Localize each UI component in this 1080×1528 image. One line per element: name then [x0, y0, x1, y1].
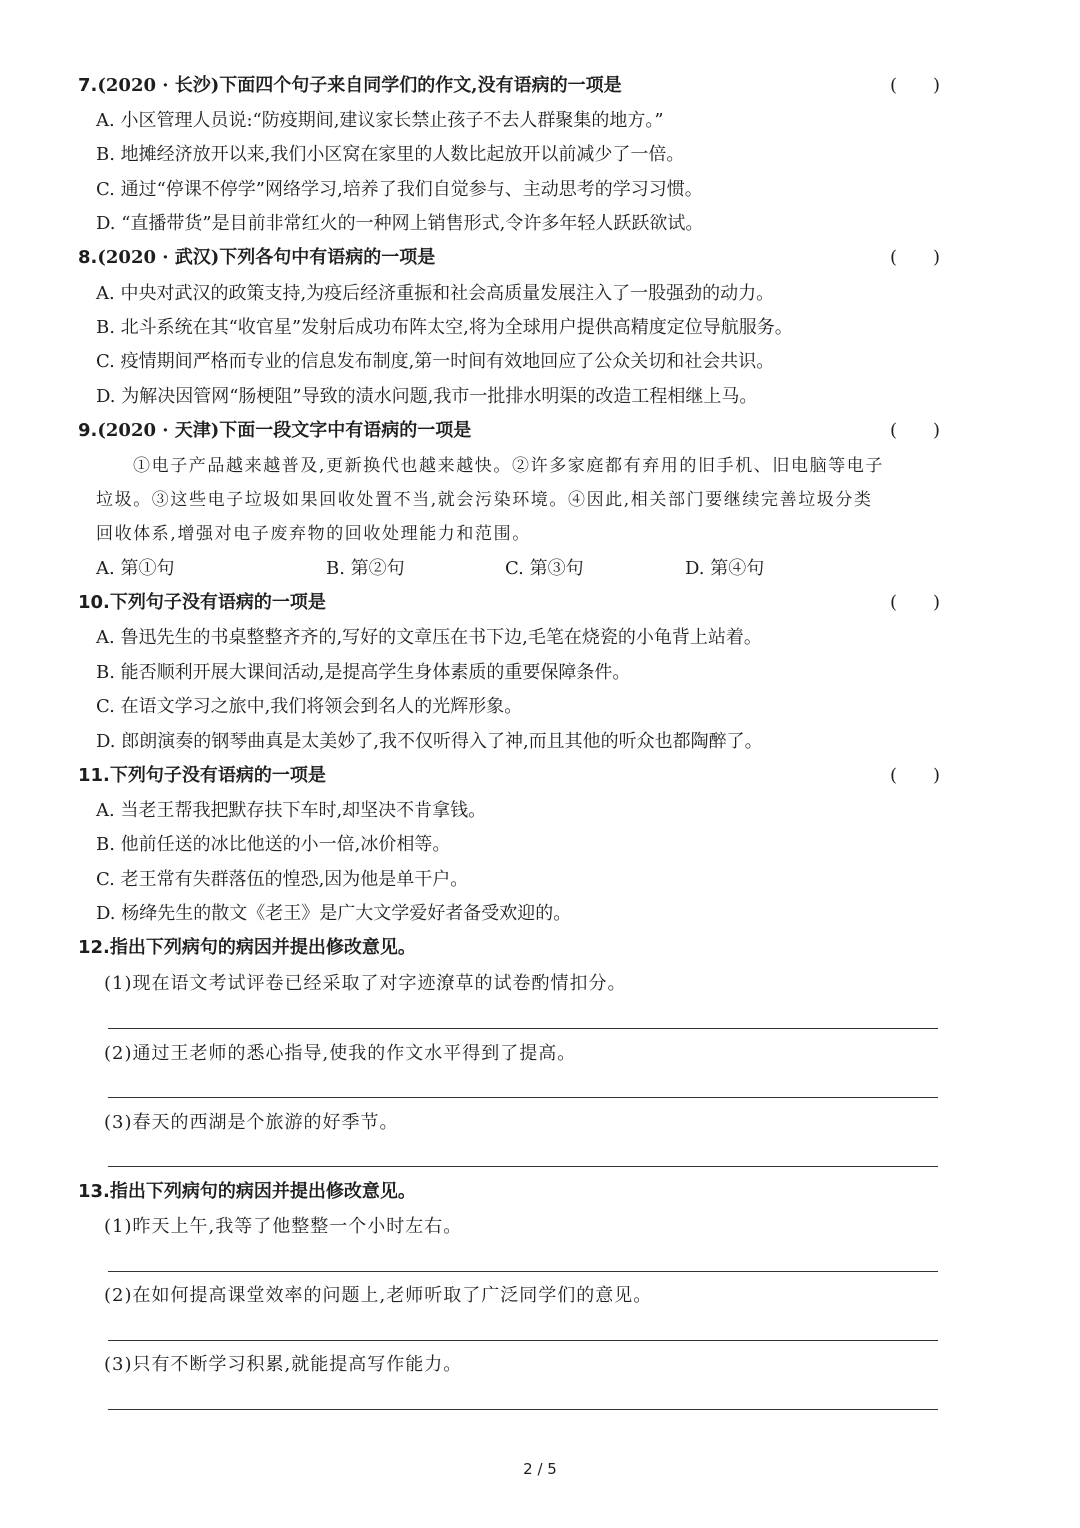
sub-item: (3)只有不断学习积累,就能提高写作能力。: [104, 1354, 463, 1375]
option-d: D. “直播带货”是目前非常红火的一种网上销售形式,令许多年轻人跃跃欲试。: [96, 213, 704, 234]
option-d: D. 郎朗演奏的钢琴曲真是太美妙了,我不仅听得入了神,而且其他的听众也都陶醉了。: [96, 731, 763, 752]
option-b: B. 北斗系统在其“收官星”发射后成功布阵太空,将为全球用户提供高精度定位导航服务。: [96, 317, 793, 338]
answer-bracket: ( ): [889, 592, 940, 613]
page-number: 2 / 5: [523, 1460, 557, 1478]
question-stem: (2020 · 天津)下面一段文字中有语病的一项是: [97, 420, 472, 441]
question-number: 13.: [78, 1181, 110, 1202]
question-number: 7.: [78, 75, 98, 96]
question-10: [78, 591, 940, 615]
question-stem: 下列句子没有语病的一项是: [109, 592, 326, 613]
question-number: 10.: [78, 592, 110, 613]
sub-item: (3)春天的西湖是个旅游的好季节。: [104, 1112, 399, 1133]
question-stem: 下列句子没有语病的一项是: [109, 765, 326, 786]
option-a: A. 小区管理人员说:“防疫期间,建议家长禁止孩子不去人群聚集的地方。”: [96, 110, 664, 131]
question-12: [78, 936, 940, 960]
question-13: [78, 1180, 940, 1204]
option-b: B. 地摊经济放开以来,我们小区窝在家里的人数比起放开以前减少了一倍。: [96, 144, 685, 165]
choice-a: A. 第①句: [96, 558, 175, 579]
sub-item: (1)现在语文考试评卷已经采取了对字迹潦草的试卷酌情扣分。: [104, 973, 627, 994]
answer-bracket: ( ): [889, 420, 940, 441]
answer-line[interactable]: [108, 1409, 938, 1410]
option-b: B. 他前任送的冰比他送的小一倍,冰价相等。: [96, 834, 451, 855]
sub-item: (2)通过王老师的悉心指导,使我的作文水平得到了提高。: [104, 1043, 577, 1064]
option-b: B. 能否顺利开展大课间活动,是提高学生身体素质的重要保障条件。: [96, 662, 631, 683]
question-stem: 指出下列病句的病因并提出修改意见。: [109, 1181, 416, 1202]
answer-line[interactable]: [108, 1028, 938, 1029]
option-c: C. 疫情期间严格而专业的信息发布制度,第一时间有效地回应了公众关切和社会共识。: [96, 351, 775, 372]
question-9: [78, 419, 940, 443]
question-11: [78, 764, 940, 788]
question-number: 11.: [78, 765, 110, 786]
choice-c: C. 第③句: [505, 558, 584, 579]
passage-line: 回收体系,增强对电子废弃物的回收处理能力和范围。: [96, 524, 531, 544]
passage-line: ①电子产品越来越普及,更新换代也越来越快。②许多家庭都有弃用的旧手机、旧电脑等电子: [133, 456, 885, 476]
question-stem: 指出下列病句的病因并提出修改意见。: [109, 937, 416, 958]
passage-line: 垃圾。③这些电子垃圾如果回收处置不当,就会污染环境。④因此,相关部门要继续完善垃圾分类: [96, 490, 873, 510]
answer-bracket: ( ): [889, 75, 940, 96]
choice-b: B. 第②句: [326, 558, 405, 579]
option-a: A. 鲁迅先生的书桌整整齐齐的,写好的文章压在书下边,毛笔在烧瓷的小龟背上站着。: [96, 627, 762, 648]
question-stem: (2020 · 长沙)下面四个句子来自同学们的作文,没有语病的一项是: [97, 75, 622, 96]
question-8: [78, 246, 940, 270]
answer-line[interactable]: [108, 1166, 938, 1167]
question-number: 12.: [78, 937, 110, 958]
option-d: D. 为解决因管网“肠梗阻”导致的渍水问题,我市一批排水明渠的改造工程相继上马。: [96, 386, 758, 407]
answer-line[interactable]: [108, 1097, 938, 1098]
option-c: C. 在语文学习之旅中,我们将领会到名人的光辉形象。: [96, 696, 523, 717]
option-a: A. 当老王帮我把默存扶下车时,却坚决不肯拿钱。: [96, 800, 487, 821]
question-number: 9.: [78, 420, 98, 441]
answer-bracket: ( ): [889, 247, 940, 268]
sub-item: (1)昨天上午,我等了他整整一个小时左右。: [104, 1216, 463, 1237]
option-c: C. 老王常有失群落伍的惶恐,因为他是单干户。: [96, 869, 469, 890]
sub-item: (2)在如何提高课堂效率的问题上,老师听取了广泛同学们的意见。: [104, 1285, 653, 1306]
answer-bracket: ( ): [889, 765, 940, 786]
option-d: D. 杨绛先生的散文《老王》是广大文学爱好者备受欢迎的。: [96, 903, 572, 924]
question-number: 8.: [78, 247, 98, 268]
answer-line[interactable]: [108, 1340, 938, 1341]
option-c: C. 通过“停课不停学”网络学习,培养了我们自觉参与、主动思考的学习习惯。: [96, 179, 703, 200]
question-stem: (2020 · 武汉)下列各句中有语病的一项是: [97, 247, 436, 268]
choice-d: D. 第④句: [685, 558, 765, 579]
question-7: [78, 74, 940, 98]
option-a: A. 中央对武汉的政策支持,为疫后经济重振和社会高质量发展注入了一股强劲的动力。: [96, 283, 775, 304]
answer-line[interactable]: [108, 1271, 938, 1272]
